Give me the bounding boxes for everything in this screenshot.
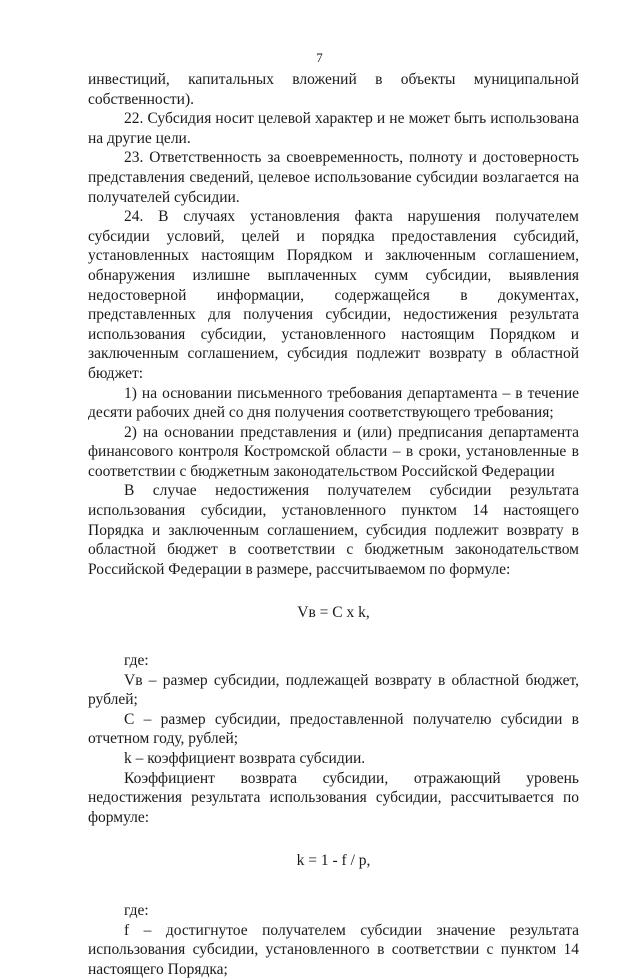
page-number: 7: [316, 50, 323, 65]
definition-vv: Vв – размер субсидии, подлежащей возврату в областной бюджет, рублей;: [88, 671, 579, 709]
paragraph-shortfall-case: В случае недостижения получателем субсидии результата использования субсидии, установленного пунктом 14 настоящего Порядка и заключенным соглашением, субсидия подлежит возврату в областной бюджет в соответствии с бюджетным законодательством Российской Федерации в размере, рассчитываемом по формуле:: [88, 482, 579, 578]
paragraph-24-item-2: 2) на основании представления и (или) предписания департамента финансового контроля Костромской области – в сроки, установленные в соответствии с бюджетным законодательством Российской Федерации: [88, 423, 579, 480]
document-body: [88, 70, 579, 979]
paragraph-24: 24. В случаях установления факта нарушения получателем субсидии условий, целей и порядка предоставления субсидий, установленных настоящим Порядком и заключенным соглашением, обнаружения излишне выплаченных сумм субсидии, выявления недостоверной информации, содержащейся в документах, представленных для получения субсидии, недостижения результата использования субсидии, установленного настоящим Порядком и заключенным соглашением, субсидия подлежит возврату в областной бюджет:: [88, 208, 579, 382]
where-label-1: где:: [124, 652, 149, 670]
paragraph-coefficient: Коэффициент возврата субсидии, отражающий уровень недостижения результата использования субсидии, рассчитывается по формуле:: [88, 769, 579, 826]
formula-coefficient: k = 1 - f / p,: [296, 852, 371, 870]
paragraph-23: 23. Ответственность за своевременность, полноту и достоверность представления сведений, целевое использование субсидии возлагается на получателей субсидии.: [88, 149, 579, 206]
definition-c: С – размер субсидии, предоставленной получателю субсидии в отчетном году, рублей;: [88, 710, 579, 748]
definition-f: f – достигнутое получателем субсидии значение результата использования субсидии, установленного в соответствии с пунктом 14 настоящего Порядка;: [88, 921, 579, 978]
paragraph-24-item-1: 1) на основании письменного требования департамента – в течение десяти рабочих дней со дня получения соответствующего требования;: [88, 384, 579, 422]
paragraph-continuation-line1: инвестиций, капитальных вложений в объекты муниципальной: [88, 71, 579, 88]
paragraph-22: 22. Субсидия носит целевой характер и не может быть использована на другие цели.: [88, 110, 579, 147]
definition-k: k – коэффициент возврата субсидии.: [124, 750, 366, 767]
paragraph-continuation-line2: собственности).: [88, 90, 194, 108]
formula-refund-amount: Vв = C x k,: [297, 604, 370, 622]
where-label-2: где:: [124, 901, 149, 919]
